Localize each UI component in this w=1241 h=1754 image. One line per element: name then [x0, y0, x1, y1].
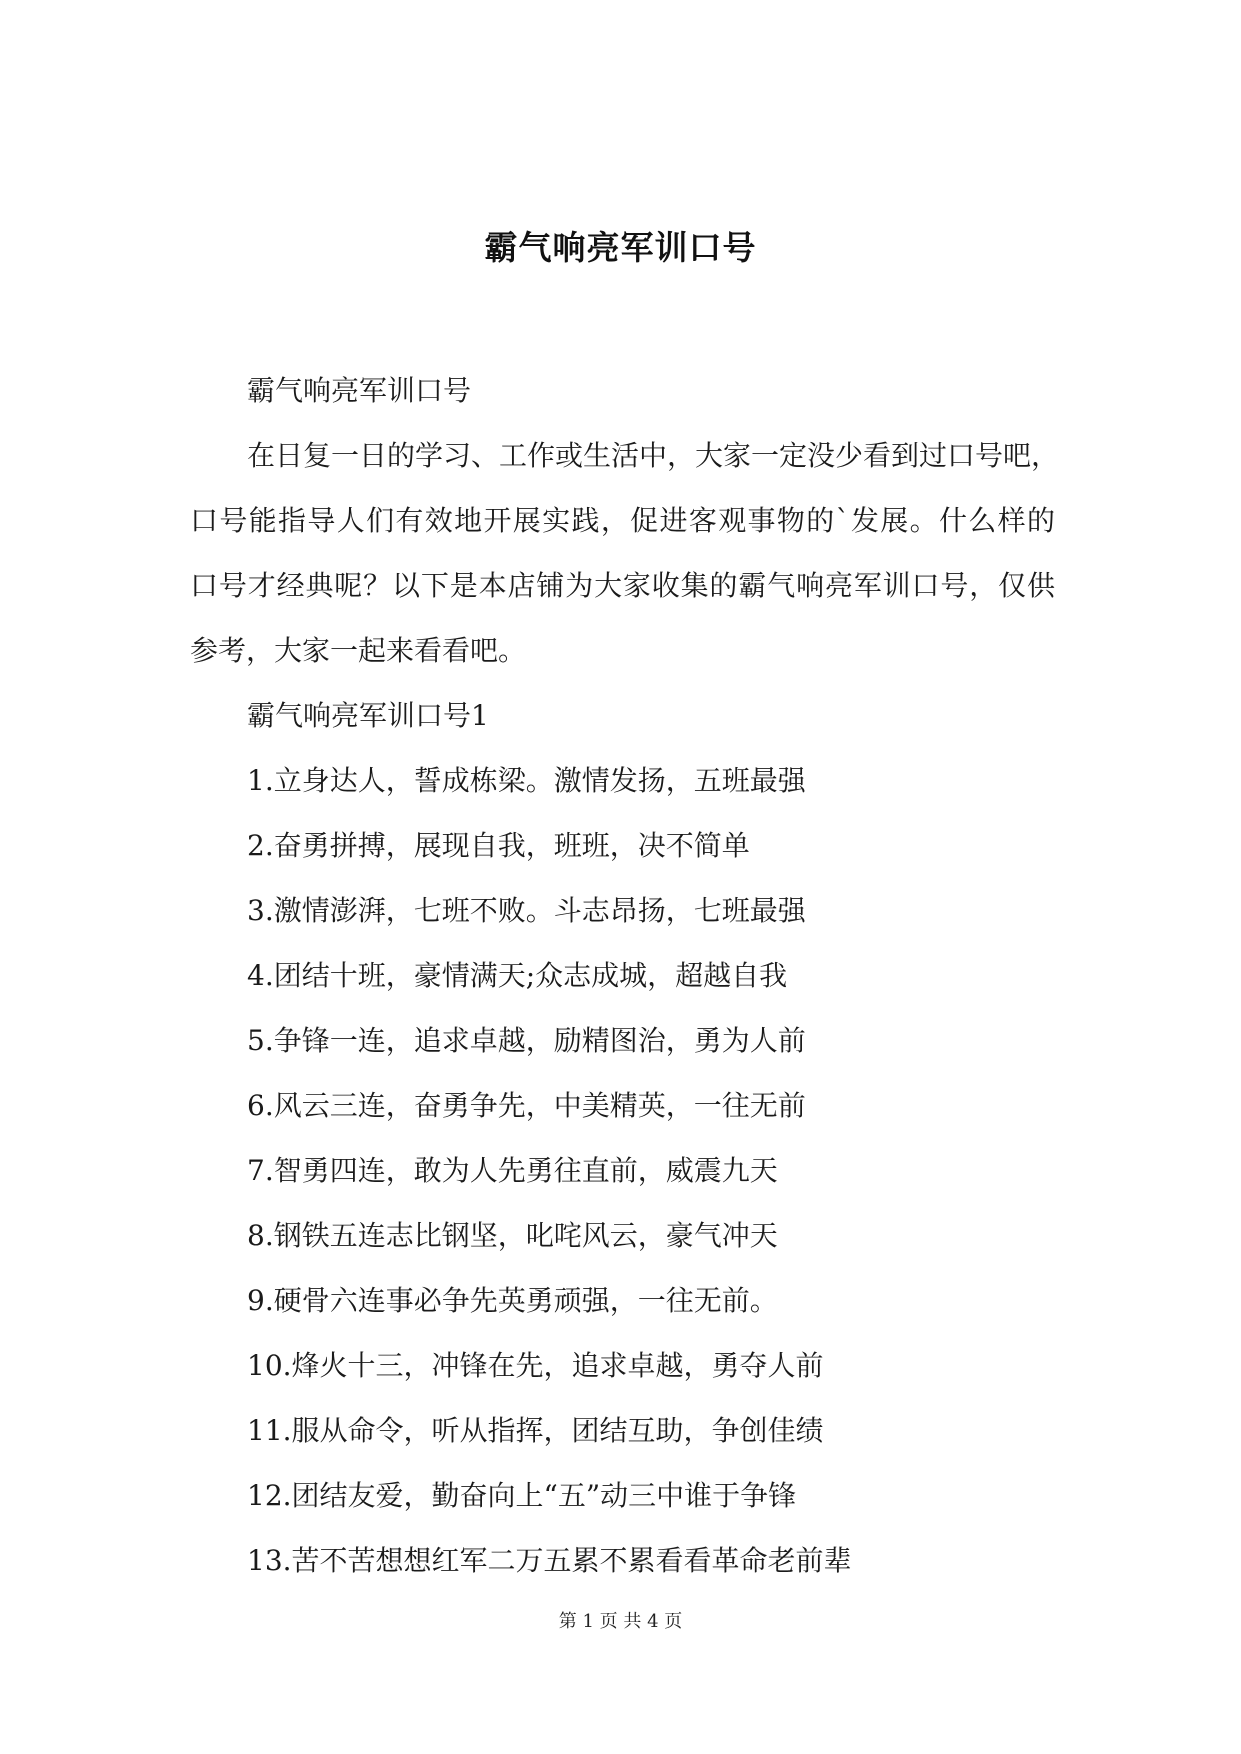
slogan-item: 6.风云三连，奋勇争先，中美精英，一往无前 — [247, 1089, 806, 1122]
page-footer: 第 1 页 共 4 页 — [558, 1611, 683, 1632]
intro-line: 在日复一日的学习、工作或生活中，大家一定没少看到过口号吧， — [247, 439, 1060, 472]
slogan-item: 3.激情澎湃，七班不败。斗志昂扬，七班最强 — [247, 894, 806, 927]
intro-line: 参考，大家一起来看看吧。 — [190, 634, 527, 667]
slogan-item: 2.奋勇拼搏，展现自我，班班，决不简单 — [247, 829, 750, 862]
document-body — [190, 358, 1060, 1593]
slogan-item: 9.硬骨六连事必争先英勇顽强，一往无前。 — [247, 1284, 778, 1317]
slogan-list — [190, 748, 1060, 1593]
slogan-item: 4.团结十班，豪情满天;众志成城，超越自我 — [247, 959, 788, 992]
slogan-item: 11.服从命令，听从指挥，团结互助，争创佳绩 — [247, 1414, 824, 1447]
intro-line: 口号才经典呢？以下是本店铺为大家收集的霸气响亮军训口号，仅供 — [190, 569, 1055, 602]
slogan-item: 8.钢铁五连志比钢坚，叱咤风云，豪气冲天 — [247, 1219, 778, 1252]
intro-line: 口号能指导人们有效地开展实践，促进客观事物的`发展。什么样的 — [190, 504, 1055, 537]
body-subtitle: 霸气响亮军训口号 — [247, 374, 472, 407]
intro-paragraph — [190, 423, 1060, 683]
document-title: 霸气响亮军训口号 — [484, 228, 757, 267]
slogan-item: 10.烽火十三，冲锋在先，追求卓越，勇夺人前 — [247, 1349, 824, 1382]
slogan-item: 13.苦不苦想想红军二万五累不累看看革命老前辈 — [247, 1544, 852, 1577]
slogan-item: 5.争锋一连，追求卓越，励精图治，勇为人前 — [247, 1024, 806, 1057]
slogan-item: 12.团结友爱，勤奋向上“五”动三中谁于争锋 — [247, 1479, 797, 1512]
slogan-item: 7.智勇四连，敢为人先勇往直前，威震九天 — [247, 1154, 778, 1187]
slogan-item: 1.立身达人，誓成栋梁。激情发扬，五班最强 — [247, 764, 806, 797]
section-heading: 霸气响亮军训口号1 — [247, 699, 489, 732]
